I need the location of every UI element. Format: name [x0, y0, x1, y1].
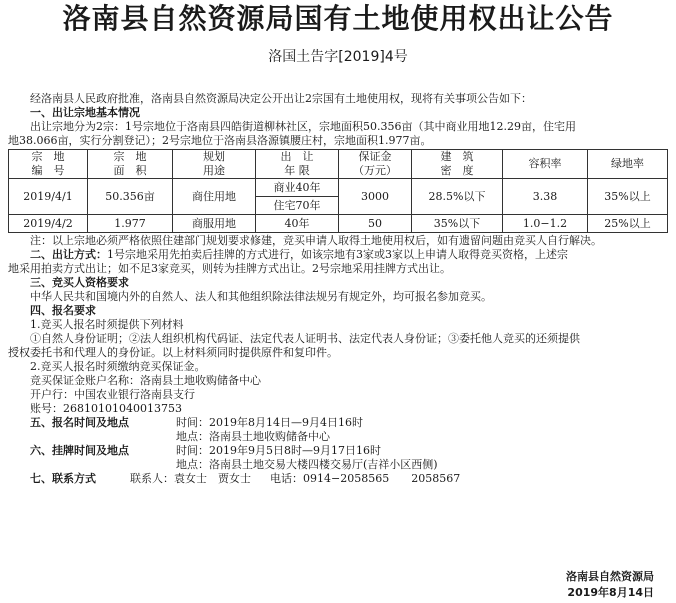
section-2-first-line: [0, 248, 676, 262]
section-2-line-2: 地采用拍卖方式出让；如不足3家竞买，则转为挂牌方式出让。2号宗地采用挂牌方式出让。: [8, 262, 451, 275]
cell-green: 25%以上: [588, 215, 668, 233]
section-6-heading: 六、挂牌时间及地点: [30, 444, 129, 457]
header-density: 建 筑 密 度: [412, 150, 503, 179]
section-1-line-2: 地38.066亩，实行分割登记）；2号宗地位于洛南县洛源镇腰庄村，宗地面积1.977亩。: [8, 134, 432, 147]
intro-paragraph: 经洛南县人民政府批准，洛南县自然资源局决定公开出让2宗国有土地使用权，现将有关事项公告如下：: [30, 92, 532, 105]
account-name: 竞买保证金账户名称：洛南县土地收购储备中心: [30, 374, 261, 387]
notice-title: 洛南县自然资源局国有土地使用权出让公告: [62, 2, 614, 35]
section-4-heading: 四、报名要求: [30, 304, 96, 317]
notice-body: [0, 92, 676, 486]
signature-org: 洛南县自然资源局: [566, 570, 654, 583]
header-far: 容积率: [503, 150, 588, 179]
section-7-heading: 七、联系方式: [30, 472, 96, 485]
account-number: 账号：26810101040013753: [30, 402, 182, 415]
table-row: [9, 215, 668, 233]
section-3-heading: 三、竞买人资格要求: [30, 276, 129, 289]
section-7-row: [0, 472, 676, 486]
cell-no: 2019/4/1: [9, 179, 88, 215]
section-4-item-2: 2.竞买人报名时须缴纳竞买保证金。: [30, 360, 206, 373]
cell-term: 40年: [256, 215, 339, 233]
contact-phone: 电话：0914−2058565 2058567: [270, 472, 461, 485]
section-1-heading: 一、出让宗地基本情况: [30, 106, 140, 119]
table-note: 注：以上宗地必须严格依照住建部门规划要求修建，竞买申请人取得土地使用权后，如有遗留问题由竞买人自行解决。: [30, 234, 602, 247]
cell-area: 1.977: [88, 215, 173, 233]
section-3-line-1: 中华人民共和国境内外的自然人、法人和其他组织除法律法规另有规定外，均可报名参加竞买。: [30, 290, 492, 303]
bank-name: 开户行：中国农业银行洛南县支行: [30, 388, 195, 401]
section-6-row: [0, 444, 676, 458]
cell-far: 3.38: [503, 179, 588, 215]
cell-far: 1.0−1.2: [503, 215, 588, 233]
document-number: 洛国土告字[2019]4号: [268, 49, 408, 65]
cell-use: 商服用地: [173, 215, 256, 233]
cell-green: 35%以上: [588, 179, 668, 215]
section-4-item-1: 1.竞买人报名时须提供下列材料: [30, 318, 184, 331]
section-6-place: 地点：洛南县土地交易大楼四楼交易厅(吉祥小区西侧): [176, 458, 438, 471]
contact-persons: 联系人：袁女士 贾女士: [130, 472, 251, 485]
cell-density: 35%以下: [412, 215, 503, 233]
header-use: 规划 用途: [173, 150, 256, 179]
section-6-time: 时间：2019年9月5日8时—9月17日16时: [176, 444, 381, 457]
cell-density: 28.5%以下: [412, 179, 503, 215]
land-parcel-table: [8, 149, 668, 233]
section-5-place: 地点：洛南县土地收购储备中心: [176, 430, 330, 443]
section-2-heading: 二、出让方式：: [30, 248, 107, 261]
signature-date: 2019年8月14日: [567, 586, 654, 599]
cell-deposit: 3000: [339, 179, 412, 215]
cell-area: 50.356亩: [88, 179, 173, 215]
cell-term-commercial: 商业40年: [256, 179, 339, 197]
cell-term-residential: 住宅70年: [256, 197, 339, 215]
cell-no: 2019/4/2: [9, 215, 88, 233]
section-4-materials: ①自然人身份证明；②法人组织机构代码证、法定代表人证明书、法定代表人身份证；③委托他人竞买的还须提供: [30, 332, 580, 345]
header-parcel-no: 宗 地 编 号: [9, 150, 88, 179]
header-green: 绿地率: [588, 150, 668, 179]
section-5-row: [0, 416, 676, 430]
section-1-line-1: 出让宗地分为2宗：1号宗地位于洛南县四皓街道柳林社区，宗地面积50.356亩（其中商业用地12.29亩，住宅用: [30, 120, 576, 133]
header-area: 宗 地 面 积: [88, 150, 173, 179]
header-term: 出 让 年 限: [256, 150, 339, 179]
section-5-heading: 五、报名时间及地点: [30, 416, 129, 429]
cell-use: 商住用地: [173, 179, 256, 215]
header-deposit: 保证金 （万元）: [339, 150, 412, 179]
cell-deposit: 50: [339, 215, 412, 233]
section-5-time: 时间：2019年8月14日—9月4日16时: [176, 416, 363, 429]
table-row: [9, 179, 668, 197]
table-header-row: [9, 150, 668, 179]
section-4-materials-cont: 授权委托书和代理人的身份证。以上材料须同时提供原件和复印件。: [8, 346, 338, 359]
section-2-line-1: 1号宗地采用先拍卖后挂牌的方式进行，如该宗地有3家或3家以上申请人取得竞买资格，上述宗: [107, 248, 568, 261]
